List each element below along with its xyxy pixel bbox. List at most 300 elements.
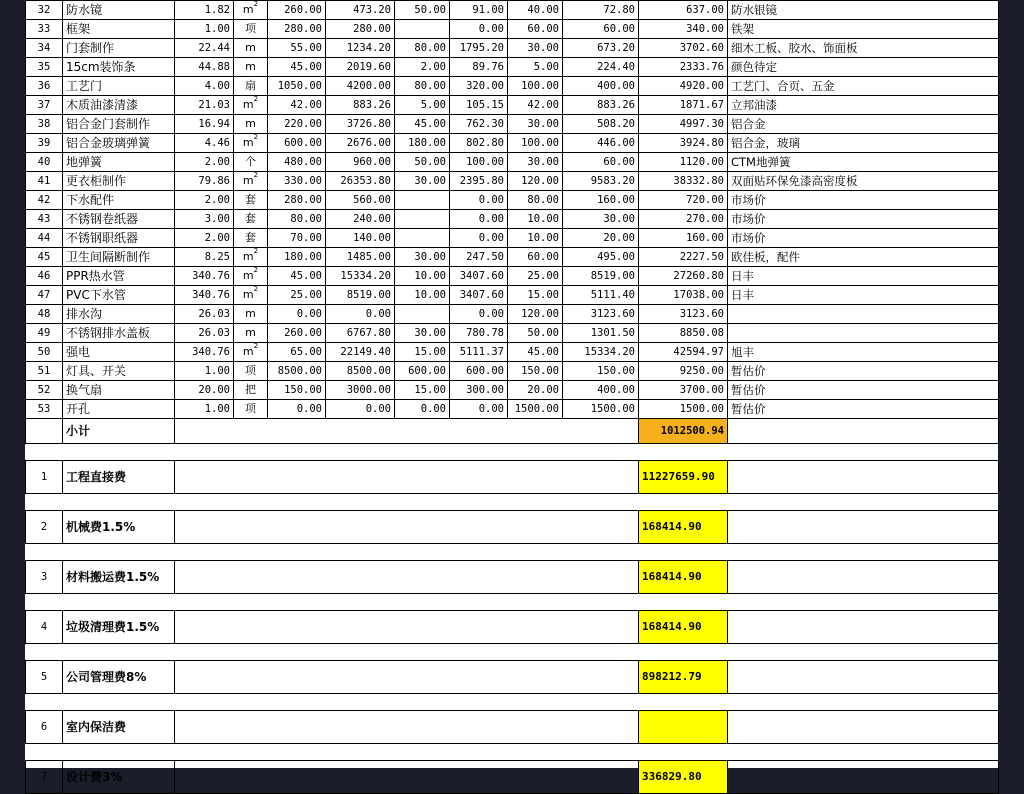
labor-amount-cell[interactable]: 20.00 bbox=[563, 229, 639, 248]
note-cell[interactable]: 暂估价 bbox=[728, 381, 999, 400]
total-cell[interactable]: 42594.97 bbox=[639, 343, 728, 362]
fee-number-cell[interactable]: 1 bbox=[26, 461, 63, 494]
item-number-cell[interactable]: 49 bbox=[26, 324, 63, 343]
note-cell[interactable] bbox=[728, 324, 999, 343]
note-cell[interactable]: 市场价 bbox=[728, 191, 999, 210]
item-name-cell[interactable]: 木质油漆清漆 bbox=[63, 96, 175, 115]
unit-price-cell[interactable]: 80.00 bbox=[268, 210, 326, 229]
item-number-cell[interactable]: 38 bbox=[26, 115, 63, 134]
item-number-cell[interactable]: 39 bbox=[26, 134, 63, 153]
note-cell[interactable] bbox=[728, 305, 999, 324]
quantity-cell[interactable]: 4.00 bbox=[175, 77, 234, 96]
fee-number-cell[interactable]: 4 bbox=[26, 611, 63, 644]
total-cell[interactable]: 1120.00 bbox=[639, 153, 728, 172]
quantity-cell[interactable]: 3.00 bbox=[175, 210, 234, 229]
total-cell[interactable]: 4920.00 bbox=[639, 77, 728, 96]
note-cell[interactable]: CTM地弹簧 bbox=[728, 153, 999, 172]
quantity-cell[interactable]: 340.76 bbox=[175, 286, 234, 305]
fee-span-cell[interactable] bbox=[175, 611, 639, 644]
fee-number-cell[interactable]: 3 bbox=[26, 561, 63, 594]
fee-name-cell[interactable]: 垃圾清理费1.5% bbox=[63, 611, 175, 644]
item-name-cell[interactable]: 不锈钢职纸器 bbox=[63, 229, 175, 248]
quantity-cell[interactable]: 1.00 bbox=[175, 362, 234, 381]
unit-price-cell[interactable]: 280.00 bbox=[268, 191, 326, 210]
labor-price-cell[interactable]: 50.00 bbox=[508, 324, 563, 343]
material-amount-cell[interactable]: 320.00 bbox=[450, 77, 508, 96]
total-cell[interactable]: 38332.80 bbox=[639, 172, 728, 191]
item-name-cell[interactable]: 框架 bbox=[63, 20, 175, 39]
item-name-cell[interactable]: 开孔 bbox=[63, 400, 175, 419]
total-cell[interactable]: 27260.80 bbox=[639, 267, 728, 286]
quantity-cell[interactable]: 16.94 bbox=[175, 115, 234, 134]
item-number-cell[interactable]: 53 bbox=[26, 400, 63, 419]
unit-cell[interactable] bbox=[234, 96, 268, 115]
fee-span-cell[interactable] bbox=[175, 661, 639, 694]
material-amount-cell[interactable]: 600.00 bbox=[450, 362, 508, 381]
fee-value-cell[interactable]: 11227659.90 bbox=[639, 461, 728, 494]
labor-price-cell[interactable]: 120.00 bbox=[508, 172, 563, 191]
material-amount-cell[interactable]: 0.00 bbox=[450, 400, 508, 419]
quantity-cell[interactable]: 4.46 bbox=[175, 134, 234, 153]
amount-cell[interactable]: 1485.00 bbox=[326, 248, 395, 267]
unit-price-cell[interactable]: 600.00 bbox=[268, 134, 326, 153]
unit-cell[interactable] bbox=[234, 343, 268, 362]
material-price-cell[interactable]: 10.00 bbox=[395, 267, 450, 286]
labor-amount-cell[interactable]: 150.00 bbox=[563, 362, 639, 381]
labor-amount-cell[interactable]: 673.20 bbox=[563, 39, 639, 58]
item-name-cell[interactable]: 卫生间隔断制作 bbox=[63, 248, 175, 267]
unit-cell[interactable]: 项 bbox=[234, 362, 268, 381]
material-price-cell[interactable]: 600.00 bbox=[395, 362, 450, 381]
unit-cell[interactable]: 套 bbox=[234, 229, 268, 248]
labor-price-cell[interactable]: 30.00 bbox=[508, 153, 563, 172]
amount-cell[interactable]: 1234.20 bbox=[326, 39, 395, 58]
item-name-cell[interactable]: 强电 bbox=[63, 343, 175, 362]
labor-price-cell[interactable]: 40.00 bbox=[508, 1, 563, 20]
material-amount-cell[interactable]: 3407.60 bbox=[450, 286, 508, 305]
material-price-cell[interactable] bbox=[395, 191, 450, 210]
note-cell[interactable]: 铝合金 bbox=[728, 115, 999, 134]
unit-price-cell[interactable]: 280.00 bbox=[268, 20, 326, 39]
labor-price-cell[interactable]: 20.00 bbox=[508, 381, 563, 400]
labor-amount-cell[interactable]: 72.80 bbox=[563, 1, 639, 20]
unit-cell[interactable]: 扇 bbox=[234, 77, 268, 96]
item-name-cell[interactable]: 地弹簧 bbox=[63, 153, 175, 172]
unit-cell[interactable] bbox=[234, 172, 268, 191]
material-amount-cell[interactable]: 0.00 bbox=[450, 229, 508, 248]
fee-name-cell[interactable]: 材料搬运费1.5% bbox=[63, 561, 175, 594]
quantity-cell[interactable]: 2.00 bbox=[175, 153, 234, 172]
unit-price-cell[interactable]: 45.00 bbox=[268, 267, 326, 286]
unit-price-cell[interactable]: 150.00 bbox=[268, 381, 326, 400]
material-amount-cell[interactable]: 89.76 bbox=[450, 58, 508, 77]
unit-price-cell[interactable]: 0.00 bbox=[268, 400, 326, 419]
note-cell[interactable]: 日丰 bbox=[728, 267, 999, 286]
labor-price-cell[interactable]: 120.00 bbox=[508, 305, 563, 324]
amount-cell[interactable]: 883.26 bbox=[326, 96, 395, 115]
fee-name-cell[interactable]: 工程直接费 bbox=[63, 461, 175, 494]
unit-price-cell[interactable]: 55.00 bbox=[268, 39, 326, 58]
labor-amount-cell[interactable]: 883.26 bbox=[563, 96, 639, 115]
labor-price-cell[interactable]: 10.00 bbox=[508, 210, 563, 229]
labor-price-cell[interactable]: 60.00 bbox=[508, 248, 563, 267]
material-price-cell[interactable]: 10.00 bbox=[395, 286, 450, 305]
labor-amount-cell[interactable]: 9583.20 bbox=[563, 172, 639, 191]
quantity-cell[interactable]: 1.82 bbox=[175, 1, 234, 20]
amount-cell[interactable]: 6767.80 bbox=[326, 324, 395, 343]
subtotal-note-cell[interactable] bbox=[728, 419, 999, 444]
unit-cell[interactable]: m bbox=[234, 305, 268, 324]
quantity-cell[interactable]: 1.00 bbox=[175, 400, 234, 419]
amount-cell[interactable]: 4200.00 bbox=[326, 77, 395, 96]
item-name-cell[interactable]: 工艺门 bbox=[63, 77, 175, 96]
material-price-cell[interactable]: 45.00 bbox=[395, 115, 450, 134]
total-cell[interactable]: 160.00 bbox=[639, 229, 728, 248]
subtotal-span-cell[interactable] bbox=[175, 419, 639, 444]
fee-note-cell[interactable] bbox=[728, 561, 999, 594]
material-amount-cell[interactable]: 762.30 bbox=[450, 115, 508, 134]
total-cell[interactable]: 8850.08 bbox=[639, 324, 728, 343]
total-cell[interactable]: 1500.00 bbox=[639, 400, 728, 419]
labor-price-cell[interactable]: 100.00 bbox=[508, 134, 563, 153]
amount-cell[interactable]: 26353.80 bbox=[326, 172, 395, 191]
item-name-cell[interactable]: 铝合金玻璃弹簧 bbox=[63, 134, 175, 153]
labor-amount-cell[interactable]: 495.00 bbox=[563, 248, 639, 267]
unit-cell[interactable] bbox=[234, 248, 268, 267]
unit-cell[interactable]: m bbox=[234, 115, 268, 134]
material-amount-cell[interactable]: 300.00 bbox=[450, 381, 508, 400]
material-amount-cell[interactable]: 100.00 bbox=[450, 153, 508, 172]
labor-amount-cell[interactable]: 400.00 bbox=[563, 381, 639, 400]
unit-cell[interactable]: m bbox=[234, 324, 268, 343]
labor-amount-cell[interactable]: 224.40 bbox=[563, 58, 639, 77]
labor-price-cell[interactable]: 45.00 bbox=[508, 343, 563, 362]
item-name-cell[interactable]: 15cm装饰条 bbox=[63, 58, 175, 77]
note-cell[interactable]: 细木工板、胶水、饰面板 bbox=[728, 39, 999, 58]
material-amount-cell[interactable]: 105.15 bbox=[450, 96, 508, 115]
quantity-cell[interactable]: 2.00 bbox=[175, 191, 234, 210]
total-cell[interactable]: 3924.80 bbox=[639, 134, 728, 153]
labor-price-cell[interactable]: 42.00 bbox=[508, 96, 563, 115]
material-amount-cell[interactable]: 780.78 bbox=[450, 324, 508, 343]
unit-price-cell[interactable]: 25.00 bbox=[268, 286, 326, 305]
material-price-cell[interactable]: 180.00 bbox=[395, 134, 450, 153]
note-cell[interactable]: 工艺门、合页、五金 bbox=[728, 77, 999, 96]
amount-cell[interactable]: 3726.80 bbox=[326, 115, 395, 134]
unit-cell[interactable] bbox=[234, 267, 268, 286]
item-number-cell[interactable]: 46 bbox=[26, 267, 63, 286]
total-cell[interactable]: 2227.50 bbox=[639, 248, 728, 267]
material-price-cell[interactable]: 50.00 bbox=[395, 153, 450, 172]
labor-price-cell[interactable]: 60.00 bbox=[508, 20, 563, 39]
item-name-cell[interactable]: PPR热水管 bbox=[63, 267, 175, 286]
amount-cell[interactable]: 960.00 bbox=[326, 153, 395, 172]
amount-cell[interactable]: 0.00 bbox=[326, 400, 395, 419]
fee-name-cell[interactable]: 公司管理费8% bbox=[63, 661, 175, 694]
labor-amount-cell[interactable]: 60.00 bbox=[563, 153, 639, 172]
total-cell[interactable]: 3700.00 bbox=[639, 381, 728, 400]
unit-price-cell[interactable]: 45.00 bbox=[268, 58, 326, 77]
item-number-cell[interactable]: 32 bbox=[26, 1, 63, 20]
quantity-cell[interactable]: 22.44 bbox=[175, 39, 234, 58]
material-price-cell[interactable]: 15.00 bbox=[395, 381, 450, 400]
unit-price-cell[interactable]: 70.00 bbox=[268, 229, 326, 248]
labor-price-cell[interactable]: 30.00 bbox=[508, 115, 563, 134]
labor-amount-cell[interactable]: 60.00 bbox=[563, 20, 639, 39]
item-name-cell[interactable]: 铝合金门套制作 bbox=[63, 115, 175, 134]
item-name-cell[interactable]: 换气扇 bbox=[63, 381, 175, 400]
fee-value-cell[interactable]: 898212.79 bbox=[639, 661, 728, 694]
total-cell[interactable]: 637.00 bbox=[639, 1, 728, 20]
unit-cell[interactable]: 项 bbox=[234, 20, 268, 39]
material-price-cell[interactable]: 30.00 bbox=[395, 324, 450, 343]
total-cell[interactable]: 17038.00 bbox=[639, 286, 728, 305]
fee-span-cell[interactable] bbox=[175, 711, 639, 744]
unit-price-cell[interactable]: 180.00 bbox=[268, 248, 326, 267]
total-cell[interactable]: 1871.67 bbox=[639, 96, 728, 115]
unit-price-cell[interactable]: 220.00 bbox=[268, 115, 326, 134]
amount-cell[interactable]: 280.00 bbox=[326, 20, 395, 39]
note-cell[interactable]: 暂估价 bbox=[728, 362, 999, 381]
quantity-cell[interactable]: 340.76 bbox=[175, 343, 234, 362]
quantity-cell[interactable]: 44.88 bbox=[175, 58, 234, 77]
unit-price-cell[interactable]: 480.00 bbox=[268, 153, 326, 172]
labor-amount-cell[interactable]: 30.00 bbox=[563, 210, 639, 229]
item-number-cell[interactable]: 45 bbox=[26, 248, 63, 267]
material-amount-cell[interactable]: 0.00 bbox=[450, 191, 508, 210]
unit-price-cell[interactable]: 260.00 bbox=[268, 1, 326, 20]
fee-span-cell[interactable] bbox=[175, 511, 639, 544]
amount-cell[interactable]: 0.00 bbox=[326, 305, 395, 324]
note-cell[interactable]: 双面贴环保免漆高密度板 bbox=[728, 172, 999, 191]
labor-amount-cell[interactable]: 1301.50 bbox=[563, 324, 639, 343]
subtotal-empty-cell[interactable] bbox=[26, 419, 63, 444]
total-cell[interactable]: 3702.60 bbox=[639, 39, 728, 58]
note-cell[interactable]: 防水银镜 bbox=[728, 1, 999, 20]
material-price-cell[interactable] bbox=[395, 210, 450, 229]
quantity-cell[interactable]: 26.03 bbox=[175, 305, 234, 324]
item-number-cell[interactable]: 37 bbox=[26, 96, 63, 115]
unit-price-cell[interactable]: 260.00 bbox=[268, 324, 326, 343]
amount-cell[interactable]: 8500.00 bbox=[326, 362, 395, 381]
note-cell[interactable]: 日丰 bbox=[728, 286, 999, 305]
amount-cell[interactable]: 8519.00 bbox=[326, 286, 395, 305]
quantity-cell[interactable]: 79.86 bbox=[175, 172, 234, 191]
labor-amount-cell[interactable]: 160.00 bbox=[563, 191, 639, 210]
unit-cell[interactable]: 套 bbox=[234, 191, 268, 210]
material-amount-cell[interactable]: 802.80 bbox=[450, 134, 508, 153]
item-name-cell[interactable]: PVC下水管 bbox=[63, 286, 175, 305]
note-cell[interactable]: 颜色待定 bbox=[728, 58, 999, 77]
total-cell[interactable]: 3123.60 bbox=[639, 305, 728, 324]
material-amount-cell[interactable]: 91.00 bbox=[450, 1, 508, 20]
amount-cell[interactable]: 2676.00 bbox=[326, 134, 395, 153]
fee-note-cell[interactable] bbox=[728, 711, 999, 744]
fee-note-cell[interactable] bbox=[728, 611, 999, 644]
item-name-cell[interactable]: 灯具、开关 bbox=[63, 362, 175, 381]
fee-span-cell[interactable] bbox=[175, 561, 639, 594]
note-cell[interactable]: 欧佳板，配件 bbox=[728, 248, 999, 267]
labor-price-cell[interactable]: 150.00 bbox=[508, 362, 563, 381]
item-name-cell[interactable]: 更衣柜制作 bbox=[63, 172, 175, 191]
material-price-cell[interactable] bbox=[395, 20, 450, 39]
fee-note-cell[interactable] bbox=[728, 761, 999, 794]
item-number-cell[interactable]: 33 bbox=[26, 20, 63, 39]
material-amount-cell[interactable]: 2395.80 bbox=[450, 172, 508, 191]
total-cell[interactable]: 720.00 bbox=[639, 191, 728, 210]
material-price-cell[interactable]: 50.00 bbox=[395, 1, 450, 20]
item-name-cell[interactable]: 下水配件 bbox=[63, 191, 175, 210]
item-name-cell[interactable]: 排水沟 bbox=[63, 305, 175, 324]
item-name-cell[interactable]: 防水镜 bbox=[63, 1, 175, 20]
quantity-cell[interactable]: 1.00 bbox=[175, 20, 234, 39]
material-amount-cell[interactable]: 5111.37 bbox=[450, 343, 508, 362]
quantity-cell[interactable]: 2.00 bbox=[175, 229, 234, 248]
item-number-cell[interactable]: 51 bbox=[26, 362, 63, 381]
fee-value-cell[interactable]: 336829.80 bbox=[639, 761, 728, 794]
material-amount-cell[interactable]: 0.00 bbox=[450, 305, 508, 324]
labor-price-cell[interactable]: 1500.00 bbox=[508, 400, 563, 419]
material-amount-cell[interactable]: 1795.20 bbox=[450, 39, 508, 58]
quantity-cell[interactable]: 20.00 bbox=[175, 381, 234, 400]
item-number-cell[interactable]: 42 bbox=[26, 191, 63, 210]
labor-amount-cell[interactable]: 446.00 bbox=[563, 134, 639, 153]
subtotal-label[interactable]: 小计 bbox=[63, 419, 175, 444]
fee-number-cell[interactable]: 7 bbox=[26, 761, 63, 794]
fee-value-cell[interactable]: 168414.90 bbox=[639, 561, 728, 594]
labor-price-cell[interactable]: 15.00 bbox=[508, 286, 563, 305]
note-cell[interactable]: 市场价 bbox=[728, 210, 999, 229]
unit-cell[interactable]: 个 bbox=[234, 153, 268, 172]
unit-cell[interactable]: 套 bbox=[234, 210, 268, 229]
unit-cell[interactable]: 把 bbox=[234, 381, 268, 400]
labor-price-cell[interactable]: 10.00 bbox=[508, 229, 563, 248]
item-number-cell[interactable]: 41 bbox=[26, 172, 63, 191]
quantity-cell[interactable]: 340.76 bbox=[175, 267, 234, 286]
material-price-cell[interactable] bbox=[395, 305, 450, 324]
amount-cell[interactable]: 2019.60 bbox=[326, 58, 395, 77]
material-amount-cell[interactable]: 247.50 bbox=[450, 248, 508, 267]
amount-cell[interactable]: 140.00 bbox=[326, 229, 395, 248]
material-price-cell[interactable] bbox=[395, 229, 450, 248]
labor-amount-cell[interactable]: 508.20 bbox=[563, 115, 639, 134]
unit-cell[interactable] bbox=[234, 286, 268, 305]
unit-cell[interactable] bbox=[234, 134, 268, 153]
unit-cell[interactable]: m bbox=[234, 58, 268, 77]
labor-amount-cell[interactable]: 1500.00 bbox=[563, 400, 639, 419]
material-price-cell[interactable]: 80.00 bbox=[395, 77, 450, 96]
item-name-cell[interactable]: 门套制作 bbox=[63, 39, 175, 58]
material-price-cell[interactable]: 2.00 bbox=[395, 58, 450, 77]
fee-note-cell[interactable] bbox=[728, 461, 999, 494]
unit-cell[interactable]: m bbox=[234, 39, 268, 58]
total-cell[interactable]: 2333.76 bbox=[639, 58, 728, 77]
labor-amount-cell[interactable]: 400.00 bbox=[563, 77, 639, 96]
fee-name-cell[interactable]: 室内保洁费 bbox=[63, 711, 175, 744]
fee-span-cell[interactable] bbox=[175, 761, 639, 794]
fee-name-cell[interactable]: 机械费1.5% bbox=[63, 511, 175, 544]
amount-cell[interactable]: 560.00 bbox=[326, 191, 395, 210]
quantity-cell[interactable]: 26.03 bbox=[175, 324, 234, 343]
note-cell[interactable]: 市场价 bbox=[728, 229, 999, 248]
item-number-cell[interactable]: 40 bbox=[26, 153, 63, 172]
unit-cell[interactable]: 项 bbox=[234, 400, 268, 419]
item-number-cell[interactable]: 43 bbox=[26, 210, 63, 229]
labor-amount-cell[interactable]: 3123.60 bbox=[563, 305, 639, 324]
fee-name-cell[interactable]: 设计费3% bbox=[63, 761, 175, 794]
amount-cell[interactable]: 240.00 bbox=[326, 210, 395, 229]
material-amount-cell[interactable]: 3407.60 bbox=[450, 267, 508, 286]
note-cell[interactable]: 暂估价 bbox=[728, 400, 999, 419]
amount-cell[interactable]: 473.20 bbox=[326, 1, 395, 20]
unit-price-cell[interactable]: 8500.00 bbox=[268, 362, 326, 381]
total-cell[interactable]: 340.00 bbox=[639, 20, 728, 39]
labor-amount-cell[interactable]: 5111.40 bbox=[563, 286, 639, 305]
fee-note-cell[interactable] bbox=[728, 511, 999, 544]
note-cell[interactable]: 铝合金，玻璃 bbox=[728, 134, 999, 153]
item-number-cell[interactable]: 44 bbox=[26, 229, 63, 248]
fee-value-cell[interactable] bbox=[639, 711, 728, 744]
quantity-cell[interactable]: 8.25 bbox=[175, 248, 234, 267]
note-cell[interactable]: 铁架 bbox=[728, 20, 999, 39]
fee-value-cell[interactable]: 168414.90 bbox=[639, 511, 728, 544]
labor-price-cell[interactable]: 80.00 bbox=[508, 191, 563, 210]
amount-cell[interactable]: 22149.40 bbox=[326, 343, 395, 362]
fee-value-cell[interactable]: 168414.90 bbox=[639, 611, 728, 644]
labor-price-cell[interactable]: 5.00 bbox=[508, 58, 563, 77]
unit-price-cell[interactable]: 65.00 bbox=[268, 343, 326, 362]
item-name-cell[interactable]: 不锈钢排水盖板 bbox=[63, 324, 175, 343]
fee-span-cell[interactable] bbox=[175, 461, 639, 494]
labor-price-cell[interactable]: 30.00 bbox=[508, 39, 563, 58]
note-cell[interactable]: 旭丰 bbox=[728, 343, 999, 362]
item-name-cell[interactable]: 不锈钢卷纸器 bbox=[63, 210, 175, 229]
labor-price-cell[interactable]: 25.00 bbox=[508, 267, 563, 286]
amount-cell[interactable]: 3000.00 bbox=[326, 381, 395, 400]
fee-number-cell[interactable]: 5 bbox=[26, 661, 63, 694]
item-number-cell[interactable]: 50 bbox=[26, 343, 63, 362]
item-number-cell[interactable]: 47 bbox=[26, 286, 63, 305]
material-price-cell[interactable]: 30.00 bbox=[395, 248, 450, 267]
unit-price-cell[interactable]: 1050.00 bbox=[268, 77, 326, 96]
item-number-cell[interactable]: 34 bbox=[26, 39, 63, 58]
fee-note-cell[interactable] bbox=[728, 661, 999, 694]
material-amount-cell[interactable]: 0.00 bbox=[450, 20, 508, 39]
fee-number-cell[interactable]: 6 bbox=[26, 711, 63, 744]
labor-price-cell[interactable]: 100.00 bbox=[508, 77, 563, 96]
item-number-cell[interactable]: 36 bbox=[26, 77, 63, 96]
item-number-cell[interactable]: 35 bbox=[26, 58, 63, 77]
unit-price-cell[interactable]: 0.00 bbox=[268, 305, 326, 324]
item-number-cell[interactable]: 48 bbox=[26, 305, 63, 324]
quantity-cell[interactable]: 21.03 bbox=[175, 96, 234, 115]
total-cell[interactable]: 9250.00 bbox=[639, 362, 728, 381]
total-cell[interactable]: 270.00 bbox=[639, 210, 728, 229]
subtotal-value[interactable]: 1012500.94 bbox=[639, 419, 728, 444]
material-price-cell[interactable]: 5.00 bbox=[395, 96, 450, 115]
item-number-cell[interactable]: 52 bbox=[26, 381, 63, 400]
labor-amount-cell[interactable]: 8519.00 bbox=[563, 267, 639, 286]
unit-price-cell[interactable]: 330.00 bbox=[268, 172, 326, 191]
total-cell[interactable]: 4997.30 bbox=[639, 115, 728, 134]
labor-amount-cell[interactable]: 15334.20 bbox=[563, 343, 639, 362]
material-price-cell[interactable]: 15.00 bbox=[395, 343, 450, 362]
unit-price-cell[interactable]: 42.00 bbox=[268, 96, 326, 115]
material-price-cell[interactable]: 80.00 bbox=[395, 39, 450, 58]
material-price-cell[interactable]: 0.00 bbox=[395, 400, 450, 419]
fee-number-cell[interactable]: 2 bbox=[26, 511, 63, 544]
material-price-cell[interactable]: 30.00 bbox=[395, 172, 450, 191]
